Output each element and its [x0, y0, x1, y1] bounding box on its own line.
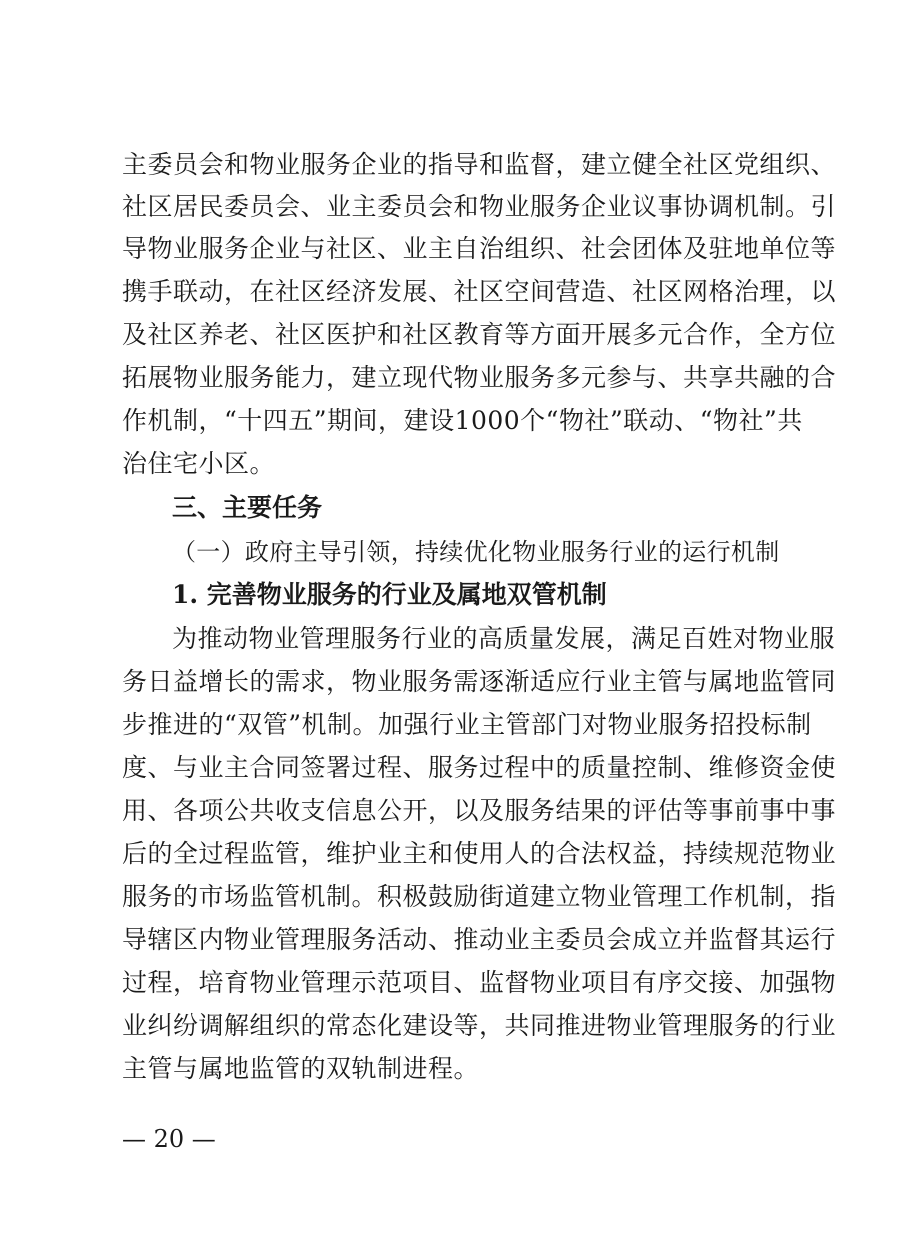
item-heading: 1. 完善物业服务的行业及属地双管机制	[172, 580, 607, 609]
paragraph-line: 务日益增长的需求，物业服务需逐渐适应行业主管与属地监管同	[122, 667, 837, 696]
paragraph-line: 度、与业主合同签署过程、服务过程中的质量控制、维修资金使	[122, 753, 837, 782]
paragraph-line: 为推动物业管理服务行业的高质量发展，满足百姓对物业服	[172, 624, 836, 653]
paragraph-line: 用、各项公共收支信息公开，以及服务结果的评估等事前事中事	[122, 796, 837, 825]
paragraph-line: 导物业服务企业与社区、业主自治组织、社会团体及驻地单位等	[122, 234, 837, 263]
paragraph-line: 过程，培育物业管理示范项目、监督物业项目有序交接、加强物	[122, 968, 837, 997]
paragraph-line: 作机制，“十四五”期间，建设1000个“物社”联动、“物社”共	[122, 406, 803, 435]
paragraph-line: 步推进的“双管”机制。加强行业主管部门对物业服务招投标制	[122, 710, 812, 739]
paragraph-line: 携手联动，在社区经济发展、社区空间营造、社区网格治理，以	[122, 277, 837, 306]
paragraph-line: 主委员会和物业服务企业的指导和监督，建立健全社区党组织、	[122, 150, 837, 179]
paragraph-line: 后的全过程监管，维护业主和使用人的合法权益，持续规范物业	[122, 839, 837, 868]
paragraph-line: 社区居民委员会、业主委员会和物业服务企业议事协调机制。引	[122, 192, 837, 221]
paragraph-line: 业纠纷调解组织的常态化建设等，共同推进物业管理服务的行业	[122, 1011, 837, 1040]
subsection-heading: （一）政府主导引领，持续优化物业服务行业的运行机制	[172, 538, 780, 566]
paragraph-line: 主管与属地监管的双轨制进程。	[122, 1054, 480, 1083]
paragraph-line: 及社区养老、社区医护和社区教育等方面开展多元合作，全方位	[122, 320, 837, 349]
paragraph-line: 治住宅小区。	[122, 449, 276, 478]
paragraph-line: 导辖区内物业管理服务活动、推动业主委员会成立并监督其运行	[122, 925, 837, 954]
paragraph-line: 拓展物业服务能力，建立现代物业服务多元参与、共享共融的合	[122, 363, 837, 392]
paragraph-line: 服务的市场监管机制。积极鼓励街道建立物业管理工作机制，指	[122, 882, 837, 911]
section-heading: 三、主要任务	[172, 493, 323, 522]
page-number: — 20 —	[122, 1125, 216, 1153]
